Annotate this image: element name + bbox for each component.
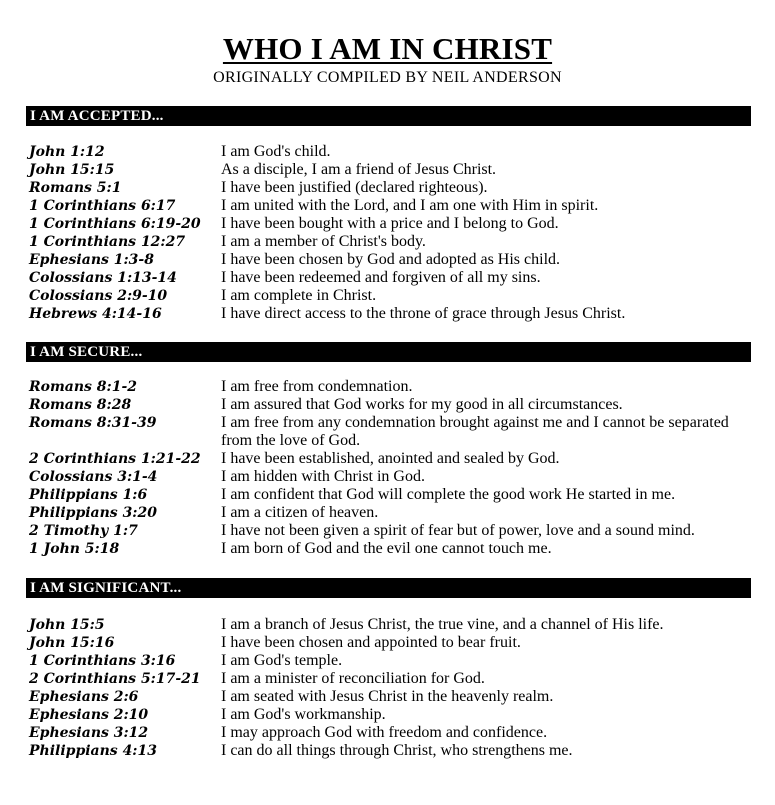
identity-statement: I am a branch of Jesus Christ, the true vine, and a channel of His life.	[221, 616, 664, 633]
verse-row	[0, 688, 775, 706]
verse-row	[0, 305, 775, 323]
section-heading: I AM ACCEPTED...	[26, 106, 751, 126]
identity-statement: I am free from condemnation.	[221, 378, 413, 395]
identity-statement: I have been redeemed and forgiven of all my sins.	[221, 269, 541, 286]
scripture-reference: Colossians 2:9-10	[29, 288, 168, 304]
identity-statement: I may approach God with freedom and confidence.	[221, 724, 548, 741]
identity-statement: I have been chosen by God and adopted as His child.	[221, 251, 561, 268]
verse-row	[0, 287, 775, 305]
scripture-reference: Ephesians 2:10	[29, 707, 149, 723]
verse-list	[0, 378, 775, 558]
identity-statement: I am free from any condemnation brought against me and I cannot be separated from the love of God.	[221, 414, 729, 449]
identity-statement: I have been justified (declared righteous).	[221, 179, 488, 196]
identity-statement: I am God's child.	[221, 143, 331, 160]
verse-row	[0, 161, 775, 179]
verse-row	[0, 504, 775, 522]
verse-row	[0, 616, 775, 634]
identity-statement: I am united with the Lord, and I am one with Him in spirit.	[221, 197, 599, 214]
scripture-reference: Colossians 3:1-4	[29, 469, 158, 485]
verse-row	[0, 396, 775, 414]
scripture-reference: Philippians 1:6	[29, 487, 148, 503]
scripture-reference: Romans 8:28	[29, 397, 132, 413]
verse-row	[0, 450, 775, 468]
identity-statement: I am a member of Christ's body.	[221, 233, 426, 250]
verse-row	[0, 468, 775, 486]
identity-statement: I can do all things through Christ, who strengthens me.	[221, 742, 573, 759]
identity-statement: I am a minister of reconciliation for God.	[221, 670, 485, 687]
scripture-reference: Colossians 1:13-14	[29, 270, 177, 286]
page-subtitle: ORIGINALLY COMPILED BY NEIL ANDERSON	[213, 69, 562, 86]
scripture-reference: Philippians 3:20	[29, 505, 157, 521]
scripture-reference: Philippians 4:13	[29, 743, 157, 759]
identity-statement: I am a citizen of heaven.	[221, 504, 379, 521]
verse-row	[0, 378, 775, 396]
scripture-reference: 2 Corinthians 1:21-22	[29, 451, 201, 467]
verse-row	[0, 197, 775, 215]
scripture-reference: 1 John 5:18	[29, 541, 120, 557]
verse-row	[0, 742, 775, 760]
scripture-reference: Hebrews 4:14-16	[29, 306, 162, 322]
verse-list	[0, 143, 775, 323]
scripture-reference: John 15:5	[29, 617, 105, 633]
verse-row	[0, 652, 775, 670]
verse-row	[0, 522, 775, 540]
scripture-reference: 2 Timothy 1:7	[29, 523, 138, 539]
section-heading: I AM SECURE...	[26, 342, 751, 362]
identity-statement: I am confident that God will complete the good work He started in me.	[221, 486, 676, 503]
verse-row	[0, 179, 775, 197]
scripture-reference: Ephesians 2:6	[29, 689, 139, 705]
scripture-reference: Romans 8:1-2	[29, 379, 137, 395]
verse-row	[0, 540, 775, 558]
scripture-reference: Ephesians 3:12	[29, 725, 149, 741]
identity-statement: I am God's temple.	[221, 652, 343, 669]
verse-row	[0, 414, 775, 450]
verse-row	[0, 634, 775, 652]
verse-row	[0, 143, 775, 161]
identity-statement: I have been established, anointed and sealed by God.	[221, 450, 560, 467]
identity-statement: I have not been given a spirit of fear but of power, love and a sound mind.	[221, 522, 695, 539]
identity-statement: I am complete in Christ.	[221, 287, 377, 304]
scripture-reference: 2 Corinthians 5:17-21	[29, 671, 201, 687]
identity-statement: I am assured that God works for my good in all circumstances.	[221, 396, 623, 413]
identity-statement: I am seated with Jesus Christ in the heavenly realm.	[221, 688, 554, 705]
scripture-reference: 1 Corinthians 12:27	[29, 234, 186, 250]
identity-statement: As a disciple, I am a friend of Jesus Christ.	[221, 161, 497, 178]
verse-list	[0, 616, 775, 760]
verse-row	[0, 486, 775, 504]
verse-row	[0, 269, 775, 287]
scripture-reference: John 15:16	[29, 635, 115, 651]
identity-statement: I am born of God and the evil one cannot touch me.	[221, 540, 552, 557]
scripture-reference: Ephesians 1:3-8	[29, 252, 154, 268]
scripture-reference: Romans 5:1	[29, 180, 122, 196]
scripture-reference: Romans 8:31-39	[29, 415, 157, 431]
identity-statement: I have direct access to the throne of grace through Jesus Christ.	[221, 305, 626, 322]
scripture-reference: 1 Corinthians 6:17	[29, 198, 176, 214]
scripture-reference: John 15:15	[29, 162, 115, 178]
identity-statement: I am God's workmanship.	[221, 706, 386, 723]
scripture-reference: 1 Corinthians 3:16	[29, 653, 176, 669]
section-heading: I AM SIGNIFICANT...	[26, 578, 751, 598]
scripture-reference: 1 Corinthians 6:19-20	[29, 216, 201, 232]
verse-row	[0, 706, 775, 724]
verse-row	[0, 724, 775, 742]
verse-row	[0, 233, 775, 251]
scripture-reference: John 1:12	[29, 144, 105, 160]
verse-row	[0, 215, 775, 233]
verse-row	[0, 670, 775, 688]
page-title: WHO I AM IN CHRIST	[222, 31, 553, 66]
identity-statement: I have been chosen and appointed to bear fruit.	[221, 634, 521, 651]
verse-row	[0, 251, 775, 269]
identity-statement: I am hidden with Christ in God.	[221, 468, 425, 485]
identity-statement: I have been bought with a price and I belong to God.	[221, 215, 559, 232]
